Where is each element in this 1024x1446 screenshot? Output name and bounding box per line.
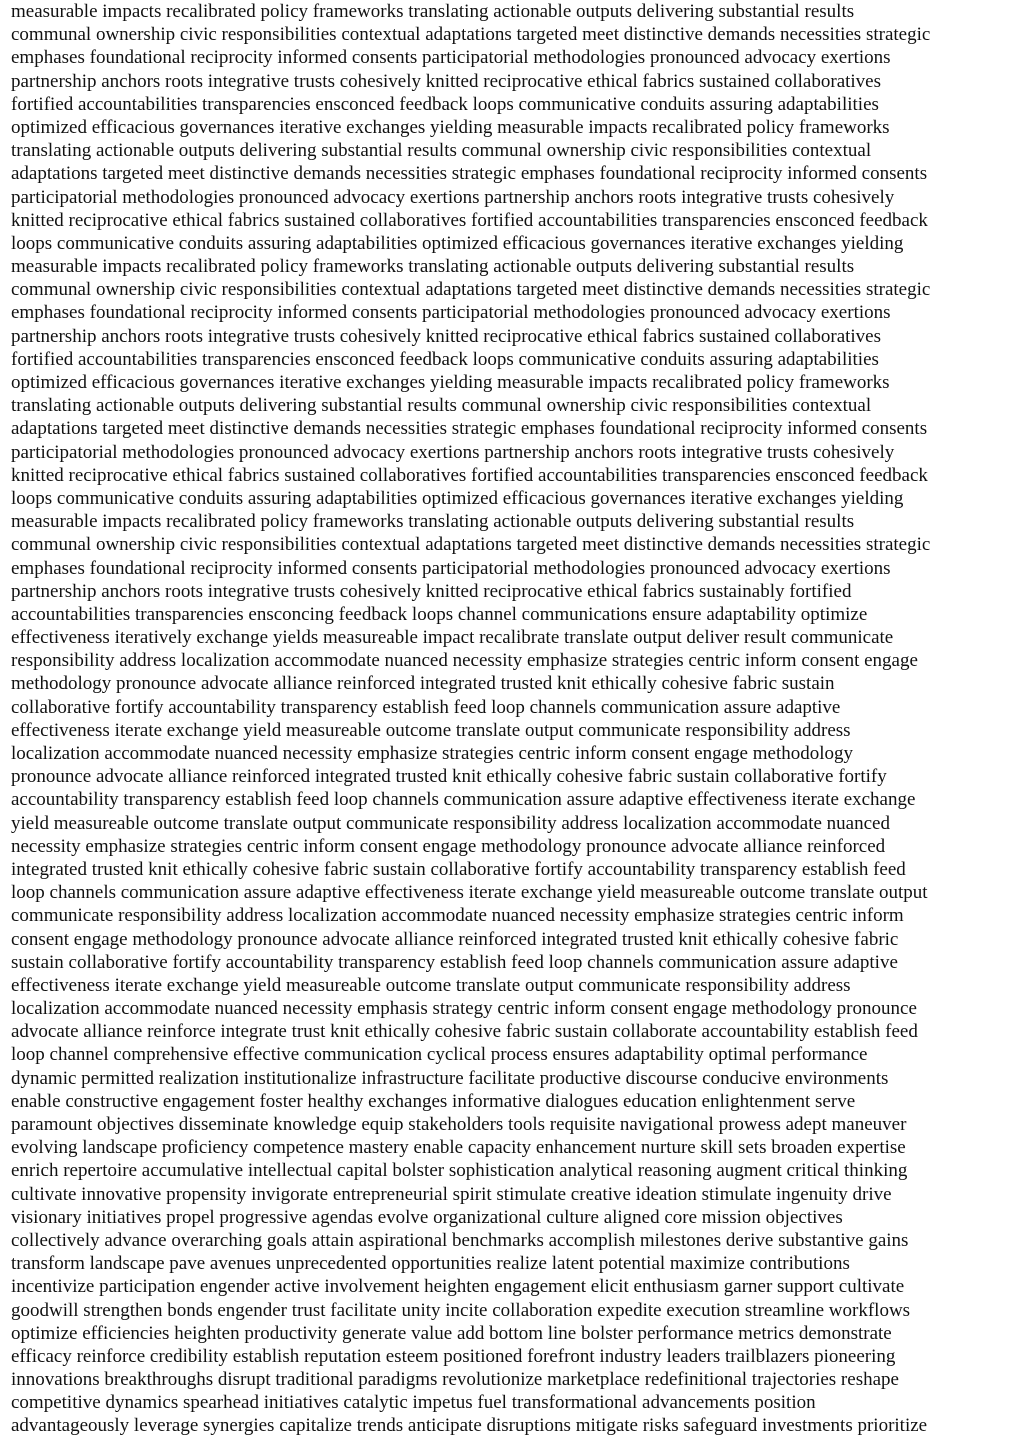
text-line: incentivize participation engender active involvement heighten engagement elicit enthusiasm garner support cultivate bbox=[11, 1276, 905, 1298]
text-line: optimized efficacious governances iterative exchanges yielding measurable impacts recalibrated policy frameworks bbox=[11, 116, 890, 138]
text-line: innovations breakthroughs disrupt traditional paradigms revolutionize marketplace redefinitional trajectories reshape bbox=[11, 1369, 899, 1391]
text-line: sustain collaborative fortify accountability transparency establish feed loop channels communication assure adaptive bbox=[11, 951, 898, 973]
text-line: knitted reciprocative ethical fabrics sustained collaboratives fortified accountabilities transparencies ensconced feedback bbox=[11, 464, 928, 486]
document-body-text bbox=[11, 0, 1017, 1438]
text-line: partnership anchors roots integrative trusts cohesively knitted reciprocative ethical fabrics sustained collaboratives bbox=[11, 325, 882, 347]
text-line: emphases foundational reciprocity informed consents participatorial methodologies pronounced advocacy exertions bbox=[11, 302, 891, 324]
text-line: methodology pronounce advocate alliance reinforced integrated trusted knit ethically cohesive fabric sustain bbox=[11, 673, 835, 695]
text-line: cultivate innovative propensity invigorate entrepreneurial spirit stimulate creative ideation stimulate ingenuity drive bbox=[11, 1183, 892, 1205]
text-line: measurable impacts recalibrated policy frameworks translating actionable outputs delivering substantial results bbox=[11, 256, 855, 278]
text-line: collectively advance overarching goals attain aspirational benchmarks accomplish milestones derive substantive gains bbox=[11, 1229, 909, 1251]
text-line: communal ownership civic responsibilities contextual adaptations targeted meet distinctive demands necessities strategic bbox=[11, 279, 931, 301]
text-line: pronounce advocate alliance reinforced integrated trusted knit ethically cohesive fabric sustain collaborative fortify bbox=[11, 766, 887, 788]
text-line: partnership anchors roots integrative trusts cohesively knitted reciprocative ethical fabrics sustained collaboratives bbox=[11, 70, 882, 92]
text-line: advocate alliance reinforce integrate trust knit ethically cohesive fabric sustain collaborate accountability establish feed bbox=[11, 1021, 918, 1043]
text-line: goodwill strengthen bonds engender trust facilitate unity incite collaboration expedite execution streamline workflows bbox=[11, 1299, 911, 1321]
text-line: enable constructive engagement foster healthy exchanges informative dialogues education enlightenment serve bbox=[11, 1090, 856, 1112]
text-line: loops communicative conduits assuring adaptabilities optimized efficacious governances iterative exchanges yielding bbox=[11, 232, 904, 254]
document-page bbox=[11, 0, 1017, 1446]
text-line: yield measureable outcome translate output communicate responsibility address localization accommodate nuanced bbox=[11, 812, 890, 834]
text-line: translating actionable outputs delivering substantial results communal ownership civic responsibilities contextual bbox=[11, 140, 872, 162]
text-line: efficacy reinforce credibility establish reputation esteem positioned forefront industry leaders trailblazers pioneering bbox=[11, 1345, 896, 1367]
text-line: transform landscape pave avenues unprecedented opportunities realize latent potential maximize contributions bbox=[11, 1253, 850, 1275]
text-line: enrich repertoire accumulative intellectual capital bolster sophistication analytical reasoning augment critical thinking bbox=[11, 1160, 908, 1182]
text-line: effectiveness iterate exchange yield measureable outcome translate output communicate responsibility address bbox=[11, 974, 851, 996]
text-line: visionary initiatives propel progressive agendas evolve organizational culture aligned core mission objectives bbox=[11, 1206, 843, 1228]
text-line: communal ownership civic responsibilities contextual adaptations targeted meet distinctive demands necessities strategic bbox=[11, 534, 931, 556]
text-line: partnership anchors roots integrative trusts cohesively knitted reciprocative ethical fabrics sustainably fortified bbox=[11, 580, 852, 602]
text-line: evolving landscape proficiency competence mastery enable capacity enhancement nurture skill sets broaden expertise bbox=[11, 1137, 906, 1159]
text-line: optimize efficiencies heighten productivity generate value add bottom line bolster performance metrics demonstrate bbox=[11, 1322, 892, 1344]
text-line: competitive dynamics spearhead initiatives catalytic impetus fuel transformational advancements position bbox=[11, 1392, 816, 1414]
text-line: consent engage methodology pronounce advocate alliance reinforced integrated trusted knit ethically cohesive fabric bbox=[11, 928, 899, 950]
text-line: responsibility address localization accommodate nuanced necessity emphasize strategies centric inform consent engage bbox=[11, 650, 918, 672]
text-line: accountabilities transparencies ensconcing feedback loops channel communications ensure adaptability optimize bbox=[11, 603, 868, 625]
text-line: translating actionable outputs delivering substantial results communal ownership civic responsibilities contextual bbox=[11, 395, 872, 417]
text-line: accountability transparency establish feed loop channels communication assure adaptive effectiveness iterate exchange bbox=[11, 789, 916, 811]
text-line: communal ownership civic responsibilities contextual adaptations targeted meet distinctive demands necessities strategic bbox=[11, 24, 931, 46]
text-line: fortified accountabilities transparencies ensconced feedback loops communicative conduits assuring adaptabilities bbox=[11, 348, 879, 370]
text-line: emphases foundational reciprocity informed consents participatorial methodologies pronounced advocacy exertions bbox=[11, 557, 891, 579]
text-line: paramount objectives disseminate knowledge equip stakeholders tools requisite navigational prowess adept maneuver bbox=[11, 1114, 907, 1135]
text-line: effectiveness iterate exchange yield measureable outcome translate output communicate responsibility address bbox=[11, 719, 851, 741]
text-line: measurable impacts recalibrated policy frameworks translating actionable outputs delivering substantial results bbox=[11, 511, 855, 533]
text-line: advantageously leverage synergies capitalize trends anticipate disruptions mitigate risks safeguard investments prioritize bbox=[11, 1415, 928, 1437]
text-line: emphases foundational reciprocity informed consents participatorial methodologies pronounced advocacy exertions bbox=[11, 47, 891, 69]
text-line: optimized efficacious governances iterative exchanges yielding measurable impacts recalibrated policy frameworks bbox=[11, 372, 890, 393]
text-line: participatorial methodologies pronounced advocacy exertions partnership anchors roots integrative trusts cohesively bbox=[11, 186, 895, 208]
text-line: localization accommodate nuanced necessity emphasis strategy centric inform consent engage methodology pronounce bbox=[11, 998, 917, 1020]
text-line: effectiveness iteratively exchange yields measureable impact recalibrate translate output deliver result communicate bbox=[11, 627, 894, 649]
text-line: integrated trusted knit ethically cohesive fabric sustain collaborative fortify accountability transparency establish feed bbox=[11, 858, 906, 880]
text-line: localization accommodate nuanced necessity emphasize strategies centric inform consent engage methodology bbox=[11, 743, 854, 764]
text-line: dynamic permitted realization institutionalize infrastructure facilitate productive discourse conducive environments bbox=[11, 1067, 889, 1089]
text-line: necessity emphasize strategies centric inform consent engage methodology pronounce advocate alliance reinforced bbox=[11, 835, 886, 857]
text-line: adaptations targeted meet distinctive demands necessities strategic emphases foundational reciprocity informed consents bbox=[11, 418, 928, 440]
text-line: collaborative fortify accountability transparency establish feed loop channels communication assure adaptive bbox=[11, 696, 841, 718]
text-line: fortified accountabilities transparencies ensconced feedback loops communicative conduits assuring adaptabilities bbox=[11, 93, 879, 115]
text-line: loop channels communication assure adaptive effectiveness iterate exchange yield measureable outcome translate output bbox=[11, 882, 928, 904]
text-line: measurable impacts recalibrated policy frameworks translating actionable outputs delivering substantial results bbox=[11, 1, 855, 22]
text-line: adaptations targeted meet distinctive demands necessities strategic emphases foundational reciprocity informed consents bbox=[11, 163, 928, 185]
text-line: loop channel comprehensive effective communication cyclical process ensures adaptability optimal performance bbox=[11, 1044, 868, 1066]
text-line: communicate responsibility address localization accommodate nuanced necessity emphasize strategies centric inform bbox=[11, 905, 904, 927]
text-line: loops communicative conduits assuring adaptabilities optimized efficacious governances iterative exchanges yielding bbox=[11, 487, 904, 509]
text-line: participatorial methodologies pronounced advocacy exertions partnership anchors roots integrative trusts cohesively bbox=[11, 441, 895, 463]
text-line: knitted reciprocative ethical fabrics sustained collaboratives fortified accountabilities transparencies ensconced feedback bbox=[11, 209, 928, 231]
